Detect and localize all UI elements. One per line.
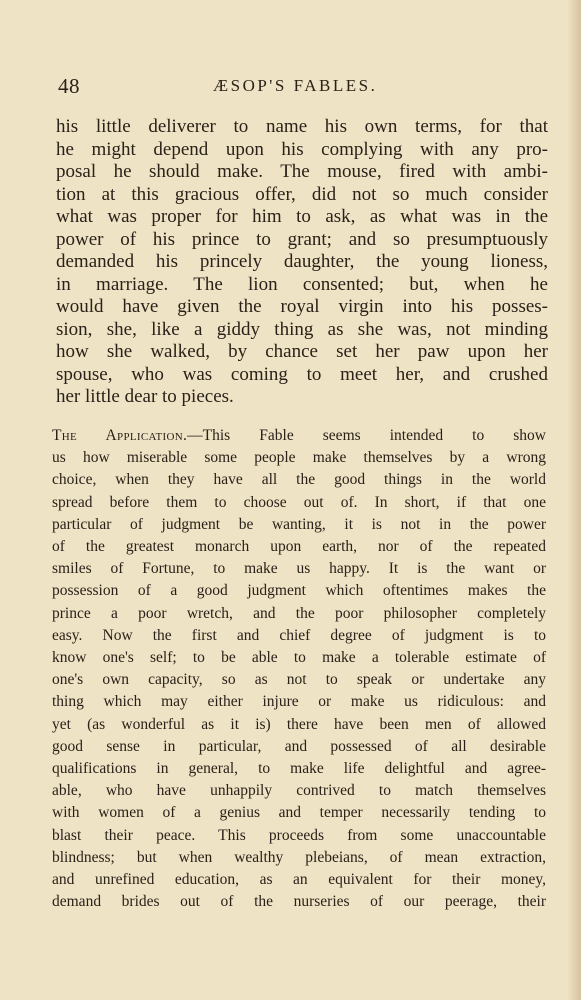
application-first-line-text: —This Fable seems intended to show [187, 427, 546, 444]
application-line: able, who have unhappily contrived to match themselves [52, 782, 546, 800]
fable-line: spouse, who was coming to meet her, and crushed [56, 363, 548, 385]
fable-line: tion at this gracious offer, did not so much consider [56, 183, 548, 205]
application-line: demand brides out of the nurseries of our peerage, their [52, 893, 546, 911]
application-line: prince a poor wretch, and the poor philosopher completely [52, 604, 546, 622]
fable-line: he might depend upon his complying with any pro- [56, 138, 548, 160]
application-line: know one's self; to be able to make a tolerable estimate of [52, 649, 546, 667]
application-line: us how miserable some people make themselves by a wrong [52, 449, 546, 467]
running-title: ÆSOP'S FABLES. [213, 76, 378, 95]
fable-text [56, 116, 548, 409]
application-line: with women of a genius and temper necessarily tending to [52, 804, 546, 822]
page-header [58, 74, 528, 100]
application-line: of the greatest monarch upon earth, nor of the repeated [52, 538, 546, 556]
fable-line: power of his prince to grant; and so presumptuously [56, 228, 548, 250]
application-line: good sense in particular, and possessed of all desirable [52, 737, 546, 755]
application-line: and unrefined education, as an equivalent for their money, [52, 871, 546, 889]
application-line: spread before them to choose out of. In short, if that one [52, 493, 546, 511]
fable-line: would have given the royal virgin into his posses- [56, 296, 548, 317]
application-line: easy. Now the first and chief degree of judgment is to [52, 626, 546, 644]
application-line: blast their peace. This proceeds from some unaccountable [52, 826, 546, 844]
fable-line: how she walked, by chance set her paw upon her [56, 341, 548, 362]
page-number: 48 [58, 74, 80, 98]
fable-line: posal he should make. The mouse, fired with ambi- [56, 161, 548, 182]
application-line: one's own capacity, so as not to speak or undertake any [52, 671, 546, 689]
fable-line: what was proper for him to ask, as what was in the [56, 206, 548, 227]
application-line: qualifications in general, to make life delightful and agree- [52, 760, 546, 778]
application-heading: The Application. [52, 427, 188, 444]
fable-line: sion, she, like a giddy thing as she was, not minding [56, 318, 548, 340]
fable-line: his little deliverer to name his own terms, for that [56, 116, 548, 137]
application-line: smiles of Fortune, to make us happy. It is the want or [52, 560, 546, 578]
fable-line: demanded his princely daughter, the young lioness, [56, 251, 548, 272]
application-line: particular of judgment be wanting, it is not in the power [52, 515, 546, 533]
fable-line: in marriage. The lion consented; but, when he [56, 273, 548, 295]
application-line: choice, when they have all the good things in the world [52, 471, 546, 489]
page-edge-shading [567, 0, 581, 1000]
fable-line: her little dear to pieces. [56, 386, 234, 407]
application-line: blindness; but when wealthy plebeians, of mean extraction, [52, 848, 546, 866]
application-first-line [52, 425, 546, 447]
application-section [52, 425, 546, 913]
application-line: yet (as wonderful as it is) there have been men of allowed [52, 715, 546, 733]
application-line: possession of a good judgment which oftentimes makes the [52, 582, 546, 600]
application-line: thing which may either injure or make us ridiculous: and [52, 693, 546, 711]
